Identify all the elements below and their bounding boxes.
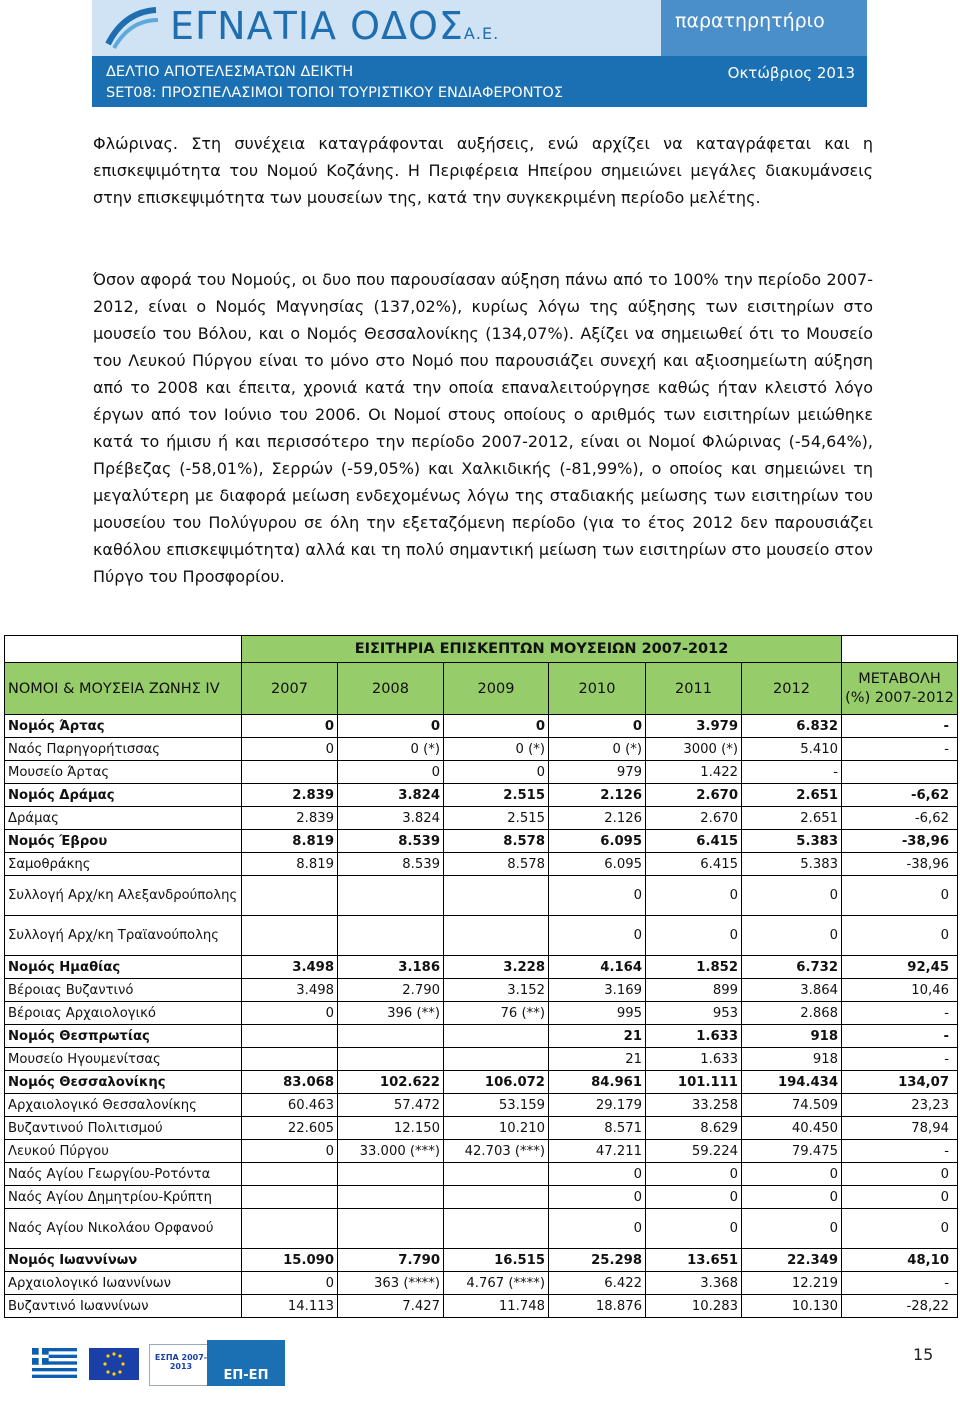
value-cell: 8.819 — [242, 830, 338, 853]
value-cell: 0 — [242, 715, 338, 738]
table-header-row — [5, 663, 958, 715]
value-cell: 2.670 — [646, 807, 742, 830]
value-cell: 6.422 — [549, 1272, 646, 1295]
value-cell — [242, 1209, 338, 1249]
value-cell: 22.605 — [242, 1117, 338, 1140]
value-cell: 0 — [549, 916, 646, 956]
museum-row — [5, 1117, 958, 1140]
value-cell: - — [842, 738, 958, 761]
value-cell: 3.498 — [242, 979, 338, 1002]
value-cell: 47.211 — [549, 1140, 646, 1163]
value-cell: 2.839 — [242, 784, 338, 807]
value-cell: 25.298 — [549, 1249, 646, 1272]
row-label-cell: Μουσείο Άρτας — [5, 761, 242, 784]
value-cell: 0 — [338, 715, 444, 738]
prefecture-row — [5, 1249, 958, 1272]
greek-flag-icon — [31, 1348, 78, 1378]
value-cell: 10.130 — [742, 1295, 842, 1318]
value-cell — [338, 1186, 444, 1209]
value-cell: 3.824 — [338, 784, 444, 807]
value-cell: 918 — [742, 1025, 842, 1048]
value-cell: 0 — [549, 1186, 646, 1209]
value-cell — [842, 761, 958, 784]
value-cell: 12.219 — [742, 1272, 842, 1295]
value-cell: - — [842, 1140, 958, 1163]
value-cell: 8.629 — [646, 1117, 742, 1140]
museum-row — [5, 1140, 958, 1163]
value-cell: 0 — [742, 1209, 842, 1249]
value-cell: 16.515 — [444, 1249, 549, 1272]
table-title: ΕΙΣΙΤΗΡΙΑ ΕΠΙΣΚΕΠΤΩΝ ΜΟΥΣΕΙΩΝ 2007-2012 — [242, 636, 842, 663]
value-cell: 6.415 — [646, 853, 742, 876]
value-cell: 8.571 — [549, 1117, 646, 1140]
observatory-band — [661, 0, 867, 56]
row-label-cell: Ναός Παρηγορήτισσας — [5, 738, 242, 761]
value-cell: - — [842, 1025, 958, 1048]
value-cell: - — [842, 1272, 958, 1295]
value-cell: 48,10 — [842, 1249, 958, 1272]
museum-row — [5, 853, 958, 876]
value-cell: 0 — [842, 1186, 958, 1209]
value-cell: 2.670 — [646, 784, 742, 807]
value-cell: 899 — [646, 979, 742, 1002]
header-info-band — [92, 56, 867, 107]
eu-flag-icon — [89, 1348, 139, 1380]
value-cell — [338, 1048, 444, 1071]
table-title-spacer — [5, 636, 242, 663]
prefecture-row — [5, 1071, 958, 1094]
value-cell: 8.578 — [444, 830, 549, 853]
value-cell: 6.732 — [742, 956, 842, 979]
value-cell: 4.767 (****) — [444, 1272, 549, 1295]
espa-logo — [149, 1344, 213, 1386]
value-cell: 13.651 — [646, 1249, 742, 1272]
museum-row — [5, 1163, 958, 1186]
row-label-cell: Συλλογή Αρχ/κη Αλεξανδρούπολης — [5, 876, 242, 916]
value-cell: 0 — [549, 715, 646, 738]
value-cell — [444, 1209, 549, 1249]
value-cell: 0 — [742, 876, 842, 916]
value-cell: 5.383 — [742, 830, 842, 853]
value-cell: 6.095 — [549, 830, 646, 853]
column-header: 2007 — [242, 663, 338, 715]
row-label-cell: Νομός Έβρου — [5, 830, 242, 853]
value-cell: 18.876 — [549, 1295, 646, 1318]
row-label-cell: Νομός Ημαθίας — [5, 956, 242, 979]
row-label-cell: Ναός Αγίου Γεωργίου-Ροτόντα — [5, 1163, 242, 1186]
value-cell: 59.224 — [646, 1140, 742, 1163]
value-cell: 6.832 — [742, 715, 842, 738]
value-cell: 53.159 — [444, 1094, 549, 1117]
value-cell: 42.703 (***) — [444, 1140, 549, 1163]
value-cell: 0 (*) — [444, 738, 549, 761]
value-cell: 0 (*) — [549, 738, 646, 761]
value-cell: 74.509 — [742, 1094, 842, 1117]
row-label-cell: Νομός Δράμας — [5, 784, 242, 807]
value-cell: 22.349 — [742, 1249, 842, 1272]
value-cell: -38,96 — [842, 853, 958, 876]
value-cell: 2.790 — [338, 979, 444, 1002]
row-label-cell: Νομός Ιωαννίνων — [5, 1249, 242, 1272]
value-cell: 3.228 — [444, 956, 549, 979]
value-cell: - — [842, 1048, 958, 1071]
value-cell — [444, 1048, 549, 1071]
value-cell — [242, 876, 338, 916]
row-label-cell: Βέροιας Βυζαντινό — [5, 979, 242, 1002]
value-cell: 3.498 — [242, 956, 338, 979]
table-title-spacer — [842, 636, 958, 663]
value-cell — [338, 1025, 444, 1048]
value-cell: 84.961 — [549, 1071, 646, 1094]
value-cell — [242, 1048, 338, 1071]
museum-tickets-table — [4, 635, 958, 1318]
value-cell: 918 — [742, 1048, 842, 1071]
museum-row — [5, 761, 958, 784]
column-header: 2011 — [646, 663, 742, 715]
value-cell: 2.651 — [742, 784, 842, 807]
value-cell: 21 — [549, 1048, 646, 1071]
value-cell: 0 — [842, 1163, 958, 1186]
logo-text: ΕΓΝΑΤΙΑ ΟΔΟΣΑ.Ε. — [170, 4, 500, 48]
value-cell: 0 — [242, 1140, 338, 1163]
value-cell — [338, 1163, 444, 1186]
value-cell: 60.463 — [242, 1094, 338, 1117]
value-cell: 1.633 — [646, 1025, 742, 1048]
row-label-cell: Ναός Αγίου Νικολάου Ορφανού — [5, 1209, 242, 1249]
value-cell: 3.169 — [549, 979, 646, 1002]
value-cell: 0 — [444, 715, 549, 738]
value-cell: 2.126 — [549, 784, 646, 807]
value-cell — [242, 916, 338, 956]
epep-label: ΕΠ-ΕΠ — [223, 1368, 269, 1383]
column-header: 2008 — [338, 663, 444, 715]
museum-row — [5, 1094, 958, 1117]
value-cell: 2.839 — [242, 807, 338, 830]
value-cell: 0 — [646, 876, 742, 916]
value-cell: 0 — [842, 1209, 958, 1249]
logo-suffix: Α.Ε. — [463, 24, 500, 43]
value-cell: 5.410 — [742, 738, 842, 761]
report-date: Οκτώβριος 2013 — [727, 64, 855, 82]
value-cell: 8.539 — [338, 853, 444, 876]
column-header: 2010 — [549, 663, 646, 715]
value-cell: 0 — [742, 916, 842, 956]
value-cell: 106.072 — [444, 1071, 549, 1094]
value-cell: 4.164 — [549, 956, 646, 979]
prefecture-row — [5, 1025, 958, 1048]
bulletin-title: ΔΕΛΤΙΟ ΑΠΟΤΕΛΕΣΜΑΤΩΝ ΔΕΙΚΤΗ — [106, 64, 354, 80]
value-cell — [444, 1163, 549, 1186]
value-cell: 0 (*) — [338, 738, 444, 761]
observatory-label: παρατηρητήριο — [675, 10, 825, 32]
row-label-cell: Μουσείο Ηγουμενίτσας — [5, 1048, 242, 1071]
value-cell: 12.150 — [338, 1117, 444, 1140]
value-cell: 92,45 — [842, 956, 958, 979]
value-cell: -6,62 — [842, 784, 958, 807]
value-cell: 3.824 — [338, 807, 444, 830]
value-cell — [444, 1025, 549, 1048]
value-cell: 8.539 — [338, 830, 444, 853]
value-cell: 79.475 — [742, 1140, 842, 1163]
value-cell: 0 — [338, 761, 444, 784]
value-cell: - — [842, 715, 958, 738]
indicator-title: SET08: ΠΡΟΣΠΕΛΑΣΙΜΟΙ ΤΟΠΟΙ ΤΟΥΡΙΣΤΙΚΟΥ ΕΝΔΙΑΦΕΡΟΝΤΟΣ — [106, 85, 563, 101]
value-cell: 3.979 — [646, 715, 742, 738]
value-cell — [444, 916, 549, 956]
museum-row — [5, 916, 958, 956]
value-cell: 10,46 — [842, 979, 958, 1002]
value-cell: 78,94 — [842, 1117, 958, 1140]
value-cell: 1.852 — [646, 956, 742, 979]
value-cell: 1.633 — [646, 1048, 742, 1071]
museum-row — [5, 1186, 958, 1209]
value-cell: 21 — [549, 1025, 646, 1048]
value-cell: 102.622 — [338, 1071, 444, 1094]
row-label-cell: Αρχαιολογικό Ιωαννίνων — [5, 1272, 242, 1295]
value-cell: 396 (**) — [338, 1002, 444, 1025]
value-cell: 0 — [549, 876, 646, 916]
value-cell: 29.179 — [549, 1094, 646, 1117]
value-cell: 7.427 — [338, 1295, 444, 1318]
value-cell: 40.450 — [742, 1117, 842, 1140]
row-label-cell: Βυζαντινό Ιωαννίνων — [5, 1295, 242, 1318]
row-label-cell: Δράμας — [5, 807, 242, 830]
table-title-row — [5, 636, 958, 663]
value-cell: 2.126 — [549, 807, 646, 830]
row-label-cell: Ναός Αγίου Δημητρίου-Κρύπτη — [5, 1186, 242, 1209]
museum-row — [5, 1002, 958, 1025]
value-cell — [242, 1186, 338, 1209]
report-header — [92, 0, 867, 107]
value-cell: 83.068 — [242, 1071, 338, 1094]
value-cell — [338, 1209, 444, 1249]
value-cell — [242, 1163, 338, 1186]
row-label-cell: Νομός Θεσπρωτίας — [5, 1025, 242, 1048]
value-cell: 2.515 — [444, 784, 549, 807]
value-cell: 995 — [549, 1002, 646, 1025]
value-cell: 194.434 — [742, 1071, 842, 1094]
value-cell: -28,22 — [842, 1295, 958, 1318]
paragraph-intro: Φλώρινας. Στη συνέχεια καταγράφονται αυξήσεις, ενώ αρχίζει να καταγράφεται και η επισκεψιμότητα του Νομού Κοζάνης. Η Περιφέρεια Ηπείρου σημειώνει μεγάλες διακυμάνσεις στην επισκεψιμότητα των μουσείων της, κατά την συγκεκριμένη περίοδο μελέτης. — [93, 134, 873, 207]
row-label-cell: Νομός Θεσσαλονίκης — [5, 1071, 242, 1094]
value-cell: 7.790 — [338, 1249, 444, 1272]
value-cell: 57.472 — [338, 1094, 444, 1117]
museum-row — [5, 1295, 958, 1318]
column-header: ΝΟΜΟΙ & ΜΟΥΣΕΙΑ ΖΩΝΗΣ IV — [5, 663, 242, 715]
value-cell: 2.651 — [742, 807, 842, 830]
value-cell: 15.090 — [242, 1249, 338, 1272]
value-cell: 0 — [242, 1002, 338, 1025]
museum-row — [5, 738, 958, 761]
row-label-cell: Βέροιας Αρχαιολογικό — [5, 1002, 242, 1025]
value-cell: 979 — [549, 761, 646, 784]
value-cell: 10.283 — [646, 1295, 742, 1318]
value-cell: 8.819 — [242, 853, 338, 876]
egnatia-logo-icon — [104, 6, 160, 50]
value-cell: 33.000 (***) — [338, 1140, 444, 1163]
row-label-cell: Νομός Άρτας — [5, 715, 242, 738]
value-cell — [242, 1025, 338, 1048]
museum-row — [5, 807, 958, 830]
value-cell: 363 (****) — [338, 1272, 444, 1295]
value-cell: 2.868 — [742, 1002, 842, 1025]
value-cell: 134,07 — [842, 1071, 958, 1094]
value-cell: 23,23 — [842, 1094, 958, 1117]
prefecture-row — [5, 956, 958, 979]
value-cell: 3.368 — [646, 1272, 742, 1295]
museum-row — [5, 1048, 958, 1071]
column-header: 2012 — [742, 663, 842, 715]
value-cell: 0 — [646, 1186, 742, 1209]
value-cell: 101.111 — [646, 1071, 742, 1094]
museum-tickets-table-wrap — [4, 635, 957, 1318]
row-label-cell: Βυζαντινού Πολιτισμού — [5, 1117, 242, 1140]
prefecture-row — [5, 715, 958, 738]
value-cell — [444, 1186, 549, 1209]
value-cell — [338, 876, 444, 916]
value-cell: 0 — [444, 761, 549, 784]
value-cell: 0 — [842, 916, 958, 956]
value-cell — [444, 876, 549, 916]
value-cell — [242, 761, 338, 784]
value-cell: 0 — [646, 916, 742, 956]
value-cell: 3.186 — [338, 956, 444, 979]
value-cell: 11.748 — [444, 1295, 549, 1318]
row-label-cell: Λευκού Πύργου — [5, 1140, 242, 1163]
value-cell: 0 — [742, 1163, 842, 1186]
value-cell: 14.113 — [242, 1295, 338, 1318]
row-label-cell: Σαμοθράκης — [5, 853, 242, 876]
value-cell: - — [742, 761, 842, 784]
value-cell: 10.210 — [444, 1117, 549, 1140]
value-cell: 0 — [646, 1163, 742, 1186]
value-cell: 2.515 — [444, 807, 549, 830]
museum-row — [5, 1272, 958, 1295]
column-header: 2009 — [444, 663, 549, 715]
column-header: ΜΕΤΑΒΟΛΗ (%) 2007-2012 — [842, 663, 958, 715]
prefecture-row — [5, 784, 958, 807]
paragraph-analysis: Όσον αφορά του Νομούς, οι δυο που παρουσίασαν αύξηση πάνω από το 100% την περίοδο 2007-2012, είναι ο Νομός Μαγνησίας (137,02%), κυρίως λόγω της αύξησης των εισιτηρίων στο μουσείο του Βόλου, και ο Νομός Θεσσαλονίκης (134,07%). Αξίζει να σημειωθεί ότι το Μουσείο του Λευκού Πύργου είναι το μόνο στο Νομό που παρουσιάζει συνεχή και αξιοσημείωτη αύξηση από το 2008 και έπειτα, χρονιά κατά την οποία επαναλειτούργησε καθώς ήταν κλειστό λόγο έργων από τον Ιούνιο του 2006. Οι Νομοί στους οποίους ο αριθμός των εισιτηρίων μειώθηκε κατά το ήμισυ ή και περισσότερο την περίοδο 2007-2012, είναι οι Νομοί Φλώρινας (-54,64%), Πρέβεζας (-58,01%), Σερρών (-59,05%) και Χαλκιδικής (-81,99%), ο οποίος και σημειώνει τη μεγαλύτερη με διαφορά μείωση ενδεχομένως λόγω της σταδιακής μείωσης των εισιτηρίων του μουσείου του Πολύγυρου σε όλη την εξεταζόμενη περίοδο (για το έτος 2012 δεν παρουσιάζει καθόλου επισκεψιμότητα) αλλά και τη πολύ σημαντική μείωση των εισιτηρίων στο μουσείο στον Πύργο του Προσφορίου. — [93, 270, 873, 586]
prefecture-row — [5, 830, 958, 853]
value-cell: 6.415 — [646, 830, 742, 853]
value-cell: 0 — [242, 1272, 338, 1295]
value-cell: 8.578 — [444, 853, 549, 876]
espa-label: ΕΣΠΑ 2007-2013 — [154, 1353, 208, 1371]
value-cell: 0 — [842, 876, 958, 916]
value-cell: 1.422 — [646, 761, 742, 784]
value-cell: 3.864 — [742, 979, 842, 1002]
value-cell: - — [842, 1002, 958, 1025]
value-cell: 0 — [549, 1209, 646, 1249]
value-cell: 76 (**) — [444, 1002, 549, 1025]
value-cell: 3.152 — [444, 979, 549, 1002]
page-number: 15 — [913, 1345, 934, 1364]
value-cell: 33.258 — [646, 1094, 742, 1117]
value-cell: 0 — [646, 1209, 742, 1249]
value-cell: 3000 (*) — [646, 738, 742, 761]
value-cell: 0 — [742, 1186, 842, 1209]
value-cell: 5.383 — [742, 853, 842, 876]
value-cell: 6.095 — [549, 853, 646, 876]
museum-row — [5, 1209, 958, 1249]
museum-row — [5, 876, 958, 916]
value-cell: 953 — [646, 1002, 742, 1025]
row-label-cell: Συλλογή Αρχ/κη Τραϊανούπολης — [5, 916, 242, 956]
museum-row — [5, 979, 958, 1002]
value-cell: -38,96 — [842, 830, 958, 853]
value-cell: 0 — [549, 1163, 646, 1186]
epep-logo — [207, 1340, 285, 1386]
value-cell: -6,62 — [842, 807, 958, 830]
value-cell — [338, 916, 444, 956]
value-cell: 0 — [242, 738, 338, 761]
row-label-cell: Αρχαιολογικό Θεσσαλονίκης — [5, 1094, 242, 1117]
